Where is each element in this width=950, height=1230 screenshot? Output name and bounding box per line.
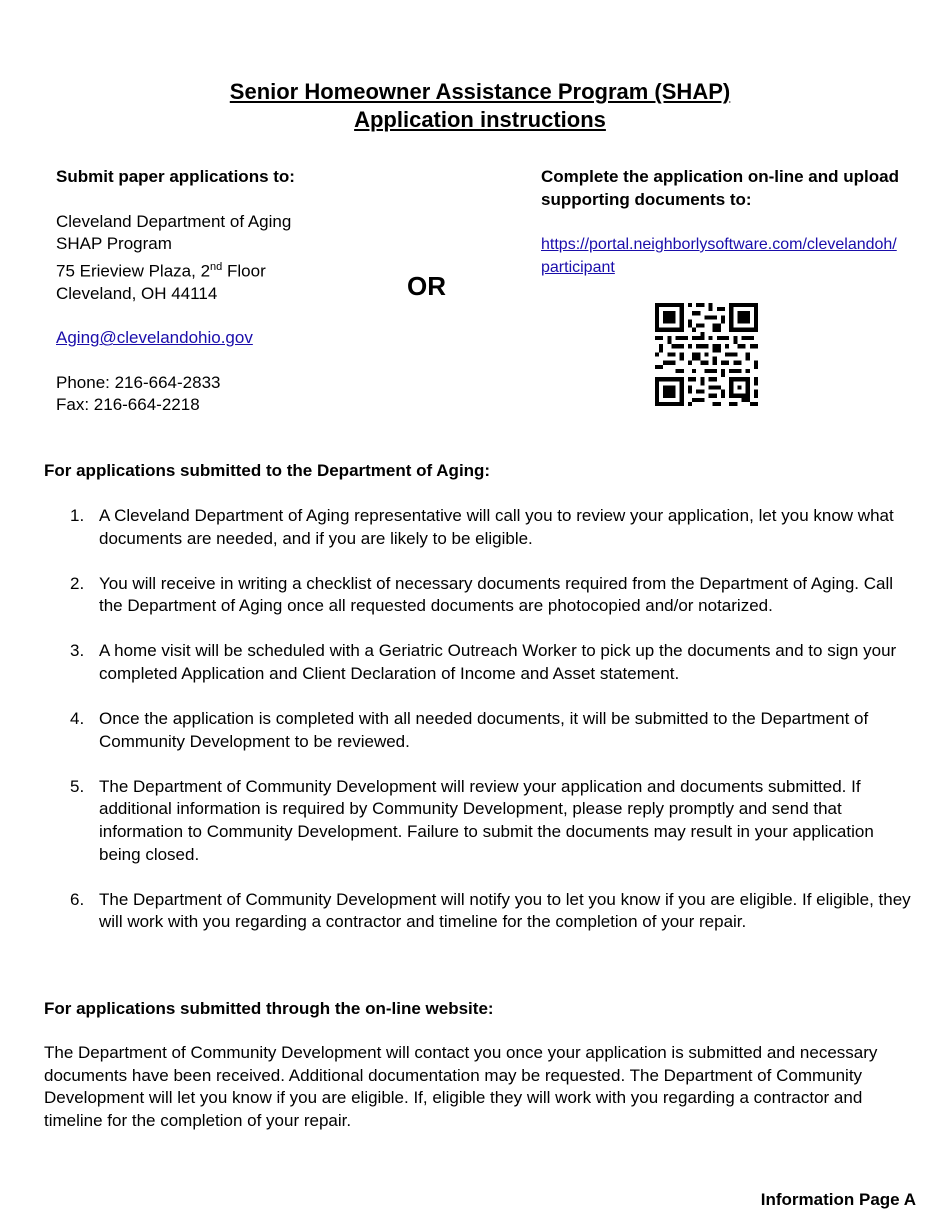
step-number: 5. xyxy=(70,776,85,796)
address-floor: Floor xyxy=(222,261,266,281)
address-line-1: Cleveland Department of Aging xyxy=(56,211,292,231)
fax-number: Fax: 216-664-2218 xyxy=(56,395,200,415)
step-number: 4. xyxy=(70,709,85,729)
address-line-2: SHAP Program xyxy=(56,234,172,253)
aging-steps-list xyxy=(44,505,914,956)
step-text: The Department of Community Development will review your application and documents submitted. If additional information is required by Community Development, please reply promptly and send that information to Community Development. Failure to submit the documents may result in your application being closed. xyxy=(99,776,874,864)
paper-heading: Submit paper applications to: xyxy=(56,167,295,186)
phone-number: Phone: 216-664-2833 xyxy=(56,372,221,392)
aging-section-heading: For applications submitted to the Department of Aging: xyxy=(44,461,491,480)
ordinal-suffix: nd xyxy=(210,260,223,273)
list-item xyxy=(44,505,914,550)
qr-code-icon[interactable] xyxy=(655,303,758,406)
portal-link[interactable]: https://portal.neighborlysoftware.com/clevelandoh/participant xyxy=(541,236,897,276)
step-number: 3. xyxy=(70,641,85,661)
online-heading: Complete the application on-line and upload supporting documents to: xyxy=(541,167,899,209)
step-number: 6. xyxy=(70,889,85,909)
online-submission-block xyxy=(541,166,901,279)
page-title xyxy=(0,78,950,134)
step-number: 1. xyxy=(70,506,85,525)
online-section-paragraph: The Department of Community Development will contact you once your application is submitted and necessary documents have been received. Additional documentation may be requested. The Department of Community Development will let you know if you are eligible. If, eligible they will work with you regarding a contractor and timeline for the completion of your repair. xyxy=(44,1043,878,1130)
online-section-heading: For applications submitted through the on-line website: xyxy=(44,999,494,1018)
step-text: The Department of Community Development will notify you to let you know if you are eligible. If eligible, they will work with you regarding a contractor and timeline for the completion of your repair. xyxy=(99,889,911,932)
page-footer-label: Information Page A xyxy=(760,1190,916,1209)
title-line-2: Application instructions xyxy=(354,107,606,132)
list-item xyxy=(44,708,914,753)
paper-submission-block xyxy=(56,166,386,417)
or-separator: OR xyxy=(407,271,446,301)
address-line-4: Cleveland, OH 44114 xyxy=(56,283,218,303)
address-line-3 xyxy=(56,256,386,283)
step-text: A home visit will be scheduled with a Geriatric Outreach Worker to pick up the documents and to sign your completed Application and Client Declaration of Income and Asset statement. xyxy=(99,641,897,683)
step-number: 2. xyxy=(70,573,85,593)
list-item xyxy=(44,889,914,934)
step-text: Once the application is completed with all needed documents, it will be submitted to the Department of Community Development to be reviewed. xyxy=(99,709,869,751)
list-item xyxy=(44,573,914,618)
list-item xyxy=(44,776,914,866)
email-link[interactable]: Aging@clevelandohio.gov xyxy=(56,328,253,348)
step-text: You will receive in writing a checklist of necessary documents required from the Department of Aging. Call the Department of Aging once all requested documents are photocopied and/or notarized. xyxy=(99,573,894,616)
title-line-1: Senior Homeowner Assistance Program (SHAP) xyxy=(229,79,731,104)
address-street: 75 Erieview Plaza, 2 xyxy=(56,261,211,281)
list-item xyxy=(44,640,914,685)
step-text: A Cleveland Department of Aging representative will call you to review your application, let you know what documents are needed, and if you are likely to be eligible. xyxy=(99,506,894,548)
